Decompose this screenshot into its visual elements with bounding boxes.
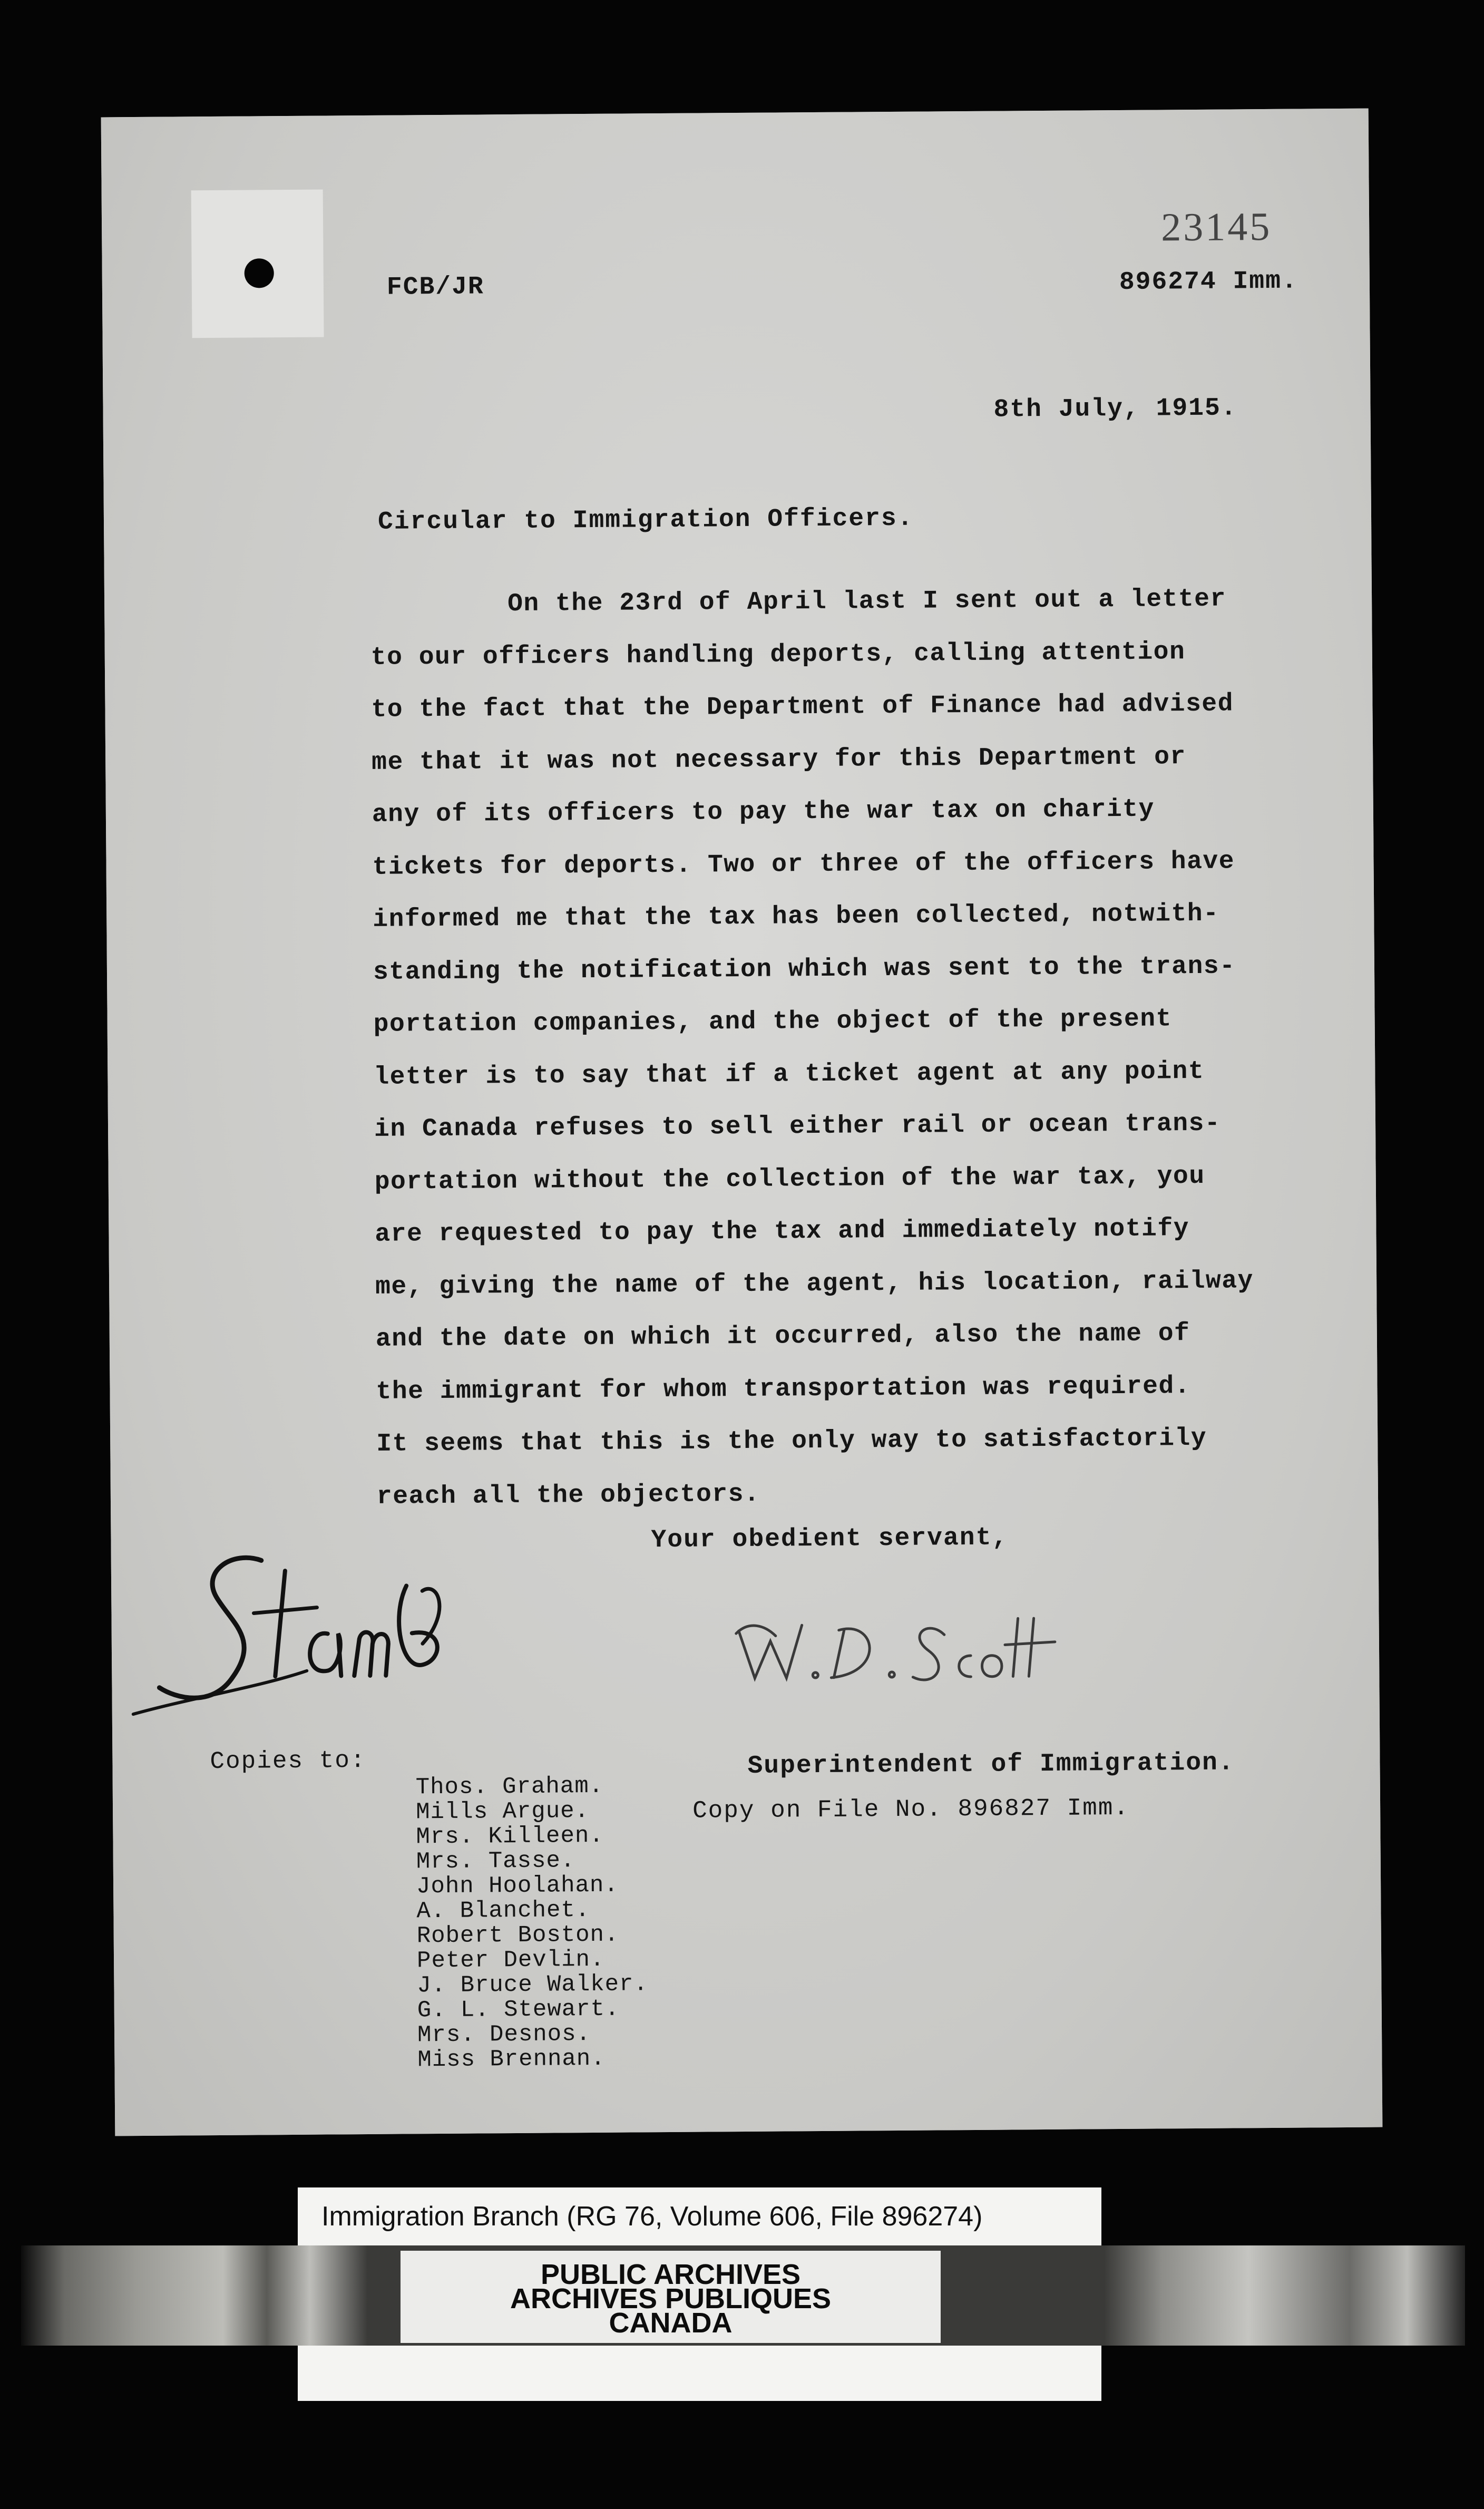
letter-subject: Circular to Immigration Officers. [377,504,914,537]
body-line: in Canada refuses to sell either rail or ocean trans- [374,1109,1221,1144]
body-line: me, giving the name of the agent, his location, railway [375,1266,1254,1301]
copies-name: Peter Devlin. [416,1946,605,1975]
body-line: the immigrant for whom transportation was required. [376,1372,1191,1406]
copies-label: Copies to: [210,1747,366,1776]
punch-hole [245,258,274,288]
letter-body [370,572,1378,1523]
copies-name: A. Blanchet. [416,1897,590,1925]
body-line: tickets for deports. Two or three of the officers have [372,847,1235,882]
copies-name: Thos. Graham. [415,1773,604,1801]
copies-name: Miss Brennan. [417,2045,606,2074]
source-label-strip [298,2187,1101,2245]
archive-line: ARCHIVES PUBLIQUES [510,2283,832,2314]
body-line: to our officers handling deports, calling attention [370,637,1186,672]
stamp-number: 23145 [1160,204,1272,250]
source-label: Immigration Branch (RG 76, Volume 606, File 896274) [321,2201,983,2232]
copies-name: Mills Argue. [415,1798,590,1826]
body-line: portation without the collection of the war tax, you [374,1162,1205,1197]
copies-name: G. L. Stewart. [417,1996,620,2024]
copies-name: Mrs. Desnos. [417,2021,591,2049]
body-line: informed me that the tax has been collected, notwith- [373,899,1219,934]
body-line: and the date on which it occurred, also the name of [375,1319,1190,1354]
signature-w-d-scott [717,1597,1087,1705]
archive-line: PUBLIC ARCHIVES [540,2259,801,2290]
body-line: portation companies, and the object of the present [373,1005,1173,1039]
letter-date: 8th July, 1915. [993,394,1237,424]
copies-name: John Hoolahan. [416,1872,619,1900]
body-line: me that it was not necessary for this Department or [372,742,1186,777]
body-line: standing the notification which was sent to the trans- [373,951,1236,987]
film-corner [1368,0,1479,127]
handwritten-stamp-note [127,1538,455,1730]
copies-name: Mrs. Tasse. [416,1847,575,1875]
copies-list [416,1774,649,2073]
archive-stamp [401,2259,941,2339]
archive-line: CANADA [609,2307,733,2339]
copies-name: Robert Boston. [416,1921,619,1950]
file-reference: 896274 Imm. [1119,267,1298,297]
body-line: any of its officers to pay the war tax on charity [372,795,1155,829]
closing: Your obedient servant, [651,1523,1009,1555]
reference-initials: FCB/JR [386,273,484,302]
body-line: letter is to say that if a ticket agent at any point [374,1057,1205,1092]
body-line: reach all the objectors. [376,1480,760,1511]
copy-on-file: Copy on File No. 896827 Imm. [692,1794,1130,1825]
copies-name: Mrs. Killeen. [416,1822,604,1851]
body-line: to the fact that the Department of Finance had advised [371,689,1234,724]
body-line: are requested to pay the tax and immediately notify [375,1214,1190,1249]
letter-page [101,109,1383,2136]
blank-strip [298,2346,1101,2401]
copies-name: J. Bruce Walker. [417,1971,649,1999]
signer-title: Superintendent of Immigration. [747,1748,1235,1781]
archive-box [401,2251,941,2343]
body-line: It seems that this is the only way to satisfactorily [376,1424,1207,1458]
body-line: On the 23rd of April last I sent out a letter [507,585,1227,619]
